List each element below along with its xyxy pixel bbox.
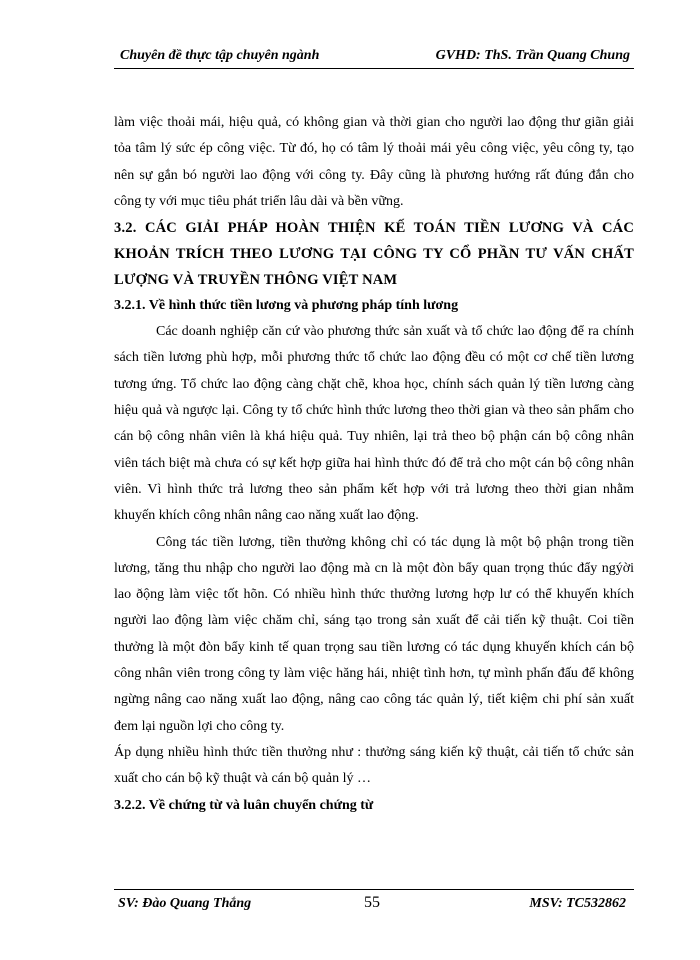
paragraph-2: Công tác tiền lương, tiền thưởng không chỉ có tác dụng là một bộ phận trong tiền lương, tăng thu nhập cho người lao động mà cn là một đòn bẩy quan trọng thúc đẩy ngýời lao ðộng làm việc tốt hõn. Có nhiều hình thức thưởng lương hợp lư có thể khuyến khích người lao động làm việc chăm chỉ, sáng tạo trong sản xuất để cải tiến kỹ thuật. Coi tiền thưởng là một đòn bẩy kinh tế quan trọng sau tiền lương có tác dụng khuyến khích cán bộ công nhân viên trong công ty làm việc hăng hái, nhiệt tình hơn, tự mình phấn đấu để không ngừng nâng cao năng xuất lao động, nâng cao công tác quản lý, tiết kiệm chi phí sản xuất đem lại nguồn lợi cho công ty. [114,534,634,734]
intro-paragraph: làm việc thoải mái, hiệu quả, có không gian và thời gian cho người lao động thư giãn giải tỏa tâm lý sức ép công việc. Từ đó, họ có tâm lý thoải mái yêu công việc, yêu công ty, tạo nên sự gắn bó người lao động với công ty. Đây cũng là phương hướng rất đúng đắn cho công ty với mục tiêu phát triển lâu dài và bền vững. [114,115,634,209]
page-footer [114,889,634,918]
page-body [114,110,634,819]
page-header [114,46,634,69]
section-heading-3-2-2: 3.2.2. Về chứng từ và luân chuyển chứng từ [114,797,374,813]
section-heading-3-2-1: 3.2.1. Về hình thức tiền lương và phương pháp tính lương [114,298,459,314]
footer-student-id: MSV: TC532862 [529,896,626,911]
page-number: 55 [364,894,380,911]
paragraph-1: Các doanh nghiệp căn cứ vào phương thức sản xuất và tổ chức lao động để ra chính sách tiền lương phù hợp, mỗi phương thức tổ chức lao động đều có một cơ chế tiền lương tương ứng. Tổ chức lao động càng chặt chẽ, khoa học, chính sách quản lý tiền lương càng hiệu quả và ngược lại. Công ty tổ chức hình thức lương theo thời gian và theo sản phẩm cho cán bộ công nhân viên là khá hiệu quả. Tuy nhiên, lại trả theo bộ phận cán bộ công nhân viên tách biệt mà chưa có sự kết hợp giữa hai hình thức đó để trả cho một cán bộ công nhân viên. Vì hình thức trả lương theo sản phẩm kết hợp với trả lương theo thời gian nhằm khuyến khích công nhân nâng cao năng xuất lao động. [114,324,634,524]
header-advisor: GVHD: ThS. Trần Quang Chung [435,48,630,63]
section-heading-3-2: 3.2. CÁC GIẢI PHÁP HOÀN THIỆN KẾ TOÁN TIỀN LƯƠNG VÀ CÁC KHOẢN TRÍCH THEO LƯƠNG TẠI CÔNG TY CỔ PHẦN TƯ VẤN CHẤT LƯỢNG VÀ TRUYỀN THÔNG VIỆT NAM [114,220,634,289]
footer-student: SV: Đào Quang Thắng [118,896,252,911]
paragraph-3: Áp dụng nhiều hình thức tiền thưởng như : thưởng sáng kiến kỹ thuật, cải tiến tổ chức sản xuất cho cán bộ kỹ thuật và cán bộ quản lý … [114,744,634,787]
header-title: Chuyên đề thực tập chuyên ngành [120,48,320,63]
